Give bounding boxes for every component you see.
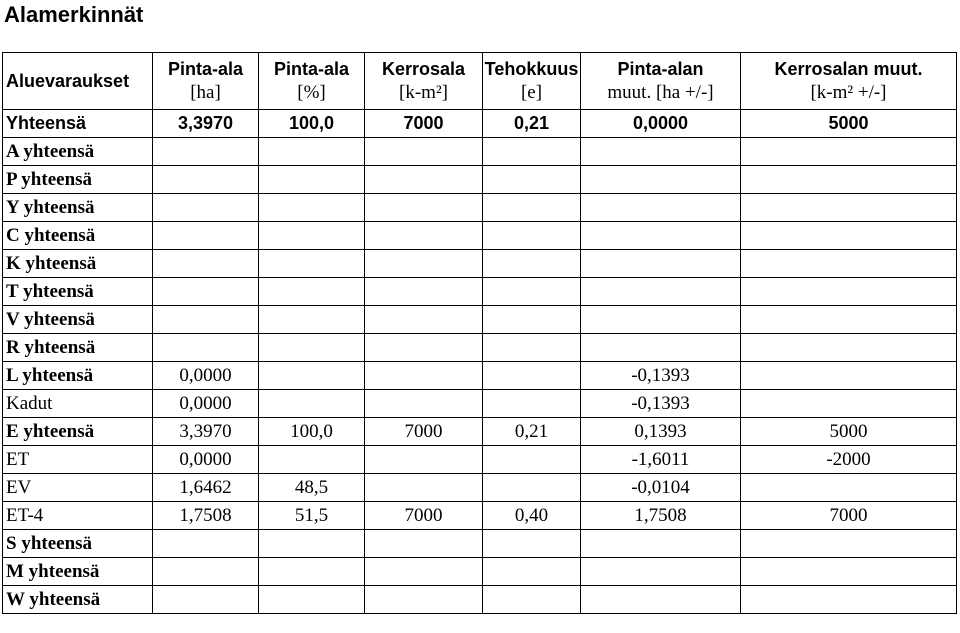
cell-pinta-alan-muutos: [581, 278, 741, 306]
cell-pinta-ala-ha: [153, 586, 259, 614]
cell-pinta-alan-muutos: 0,0000: [581, 110, 741, 138]
cell-row-name: P yhteensä: [3, 166, 153, 194]
cell-pinta-alan-muutos: -0,1393: [581, 362, 741, 390]
cell-row-name: E yhteensä: [3, 418, 153, 446]
column-header-pinta-ala-ha: Pinta-ala [ha]: [153, 53, 259, 110]
cell-kerrosalan-muutos: [741, 306, 957, 334]
table-row: [3, 586, 957, 614]
cell-kerrosala: [365, 362, 483, 390]
cell-row-name: M yhteensä: [3, 558, 153, 586]
cell-pinta-alan-muutos: -0,0104: [581, 474, 741, 502]
cell-kerrosalan-muutos: [741, 530, 957, 558]
cell-pinta-ala-percent: 48,5: [259, 474, 365, 502]
cell-pinta-alan-muutos: [581, 530, 741, 558]
cell-kerrosala: [365, 390, 483, 418]
table-row: [3, 222, 957, 250]
cell-row-name: ET: [3, 446, 153, 474]
cell-pinta-ala-ha: [153, 250, 259, 278]
table-row: [3, 166, 957, 194]
cell-kerrosalan-muutos: [741, 362, 957, 390]
table-row: [3, 390, 957, 418]
cell-pinta-ala-ha: [153, 558, 259, 586]
cell-kerrosala: [365, 194, 483, 222]
table-row: [3, 306, 957, 334]
cell-pinta-ala-percent: [259, 306, 365, 334]
cell-row-name: ET-4: [3, 502, 153, 530]
cell-row-name: Y yhteensä: [3, 194, 153, 222]
cell-pinta-alan-muutos: [581, 586, 741, 614]
cell-pinta-ala-ha: [153, 166, 259, 194]
cell-tehokkuus: [483, 558, 581, 586]
cell-tehokkuus: [483, 250, 581, 278]
cell-pinta-ala-percent: [259, 530, 365, 558]
cell-row-name: T yhteensä: [3, 278, 153, 306]
table-row: [3, 446, 957, 474]
cell-pinta-ala-ha: 3,3970: [153, 110, 259, 138]
cell-kerrosalan-muutos: [741, 166, 957, 194]
cell-kerrosalan-muutos: -2000: [741, 446, 957, 474]
cell-tehokkuus: [483, 138, 581, 166]
column-header-aluevaraukset: Aluevaraukset: [3, 53, 153, 110]
cell-kerrosalan-muutos: [741, 138, 957, 166]
cell-kerrosala: 7000: [365, 418, 483, 446]
column-header-pinta-alan-muutos: Pinta-alan muut. [ha +/-]: [581, 53, 741, 110]
cell-row-name: W yhteensä: [3, 586, 153, 614]
cell-pinta-ala-percent: [259, 138, 365, 166]
table-row: [3, 418, 957, 446]
cell-tehokkuus: [483, 166, 581, 194]
cell-row-name: Yhteensä: [3, 110, 153, 138]
cell-pinta-ala-ha: [153, 334, 259, 362]
cell-kerrosalan-muutos: [741, 250, 957, 278]
cell-pinta-alan-muutos: -1,6011: [581, 446, 741, 474]
cell-kerrosalan-muutos: 5000: [741, 418, 957, 446]
cell-pinta-ala-ha: 3,3970: [153, 418, 259, 446]
table-row: [3, 530, 957, 558]
cell-kerrosala: [365, 446, 483, 474]
cell-pinta-ala-ha: [153, 278, 259, 306]
cell-row-name: EV: [3, 474, 153, 502]
cell-kerrosalan-muutos: 5000: [741, 110, 957, 138]
cell-pinta-ala-percent: [259, 586, 365, 614]
cell-pinta-ala-percent: [259, 278, 365, 306]
cell-kerrosala: [365, 278, 483, 306]
cell-kerrosala: [365, 250, 483, 278]
table-row: [3, 502, 957, 530]
cell-pinta-alan-muutos: [581, 138, 741, 166]
cell-kerrosala: [365, 530, 483, 558]
cell-pinta-alan-muutos: [581, 222, 741, 250]
cell-tehokkuus: 0,40: [483, 502, 581, 530]
table-row: [3, 474, 957, 502]
cell-pinta-alan-muutos: 1,7508: [581, 502, 741, 530]
cell-row-name: L yhteensä: [3, 362, 153, 390]
cell-pinta-ala-ha: [153, 222, 259, 250]
cell-pinta-ala-percent: [259, 222, 365, 250]
cell-pinta-alan-muutos: -0,1393: [581, 390, 741, 418]
cell-kerrosalan-muutos: [741, 222, 957, 250]
cell-tehokkuus: [483, 222, 581, 250]
cell-pinta-ala-percent: [259, 362, 365, 390]
cell-pinta-ala-ha: 1,6462: [153, 474, 259, 502]
cell-kerrosala: [365, 474, 483, 502]
cell-kerrosalan-muutos: 7000: [741, 502, 957, 530]
cell-row-name: V yhteensä: [3, 306, 153, 334]
cell-tehokkuus: [483, 306, 581, 334]
column-header-tehokkuus: Tehokkuus [e]: [483, 53, 581, 110]
cell-row-name: C yhteensä: [3, 222, 153, 250]
cell-kerrosala: 7000: [365, 110, 483, 138]
cell-row-name: Kadut: [3, 390, 153, 418]
cell-kerrosalan-muutos: [741, 194, 957, 222]
cell-pinta-ala-percent: [259, 558, 365, 586]
cell-tehokkuus: [483, 334, 581, 362]
cell-tehokkuus: [483, 278, 581, 306]
cell-pinta-ala-ha: [153, 138, 259, 166]
cell-row-name: K yhteensä: [3, 250, 153, 278]
cell-tehokkuus: [483, 474, 581, 502]
cell-pinta-ala-percent: 100,0: [259, 418, 365, 446]
cell-pinta-ala-percent: 51,5: [259, 502, 365, 530]
table-header-row: [3, 53, 957, 110]
cell-kerrosalan-muutos: [741, 586, 957, 614]
cell-kerrosala: [365, 222, 483, 250]
cell-row-name: A yhteensä: [3, 138, 153, 166]
page-title: Alamerkinnät: [4, 2, 144, 27]
cell-pinta-alan-muutos: 0,1393: [581, 418, 741, 446]
cell-pinta-alan-muutos: [581, 194, 741, 222]
cell-pinta-alan-muutos: [581, 558, 741, 586]
cell-pinta-ala-ha: 0,0000: [153, 390, 259, 418]
cell-row-name: R yhteensä: [3, 334, 153, 362]
cell-pinta-ala-percent: [259, 334, 365, 362]
cell-pinta-alan-muutos: [581, 334, 741, 362]
cell-pinta-ala-percent: [259, 390, 365, 418]
cell-pinta-ala-ha: 0,0000: [153, 446, 259, 474]
cell-kerrosalan-muutos: [741, 278, 957, 306]
cell-tehokkuus: [483, 530, 581, 558]
cell-pinta-ala-percent: [259, 194, 365, 222]
column-header-kerrosala: Kerrosala [k-m²]: [365, 53, 483, 110]
cell-tehokkuus: 0,21: [483, 418, 581, 446]
cell-kerrosalan-muutos: [741, 558, 957, 586]
table-row: [3, 194, 957, 222]
cell-tehokkuus: [483, 446, 581, 474]
cell-tehokkuus: [483, 586, 581, 614]
cell-pinta-ala-percent: [259, 446, 365, 474]
cell-pinta-alan-muutos: [581, 306, 741, 334]
cell-kerrosalan-muutos: [741, 334, 957, 362]
cell-pinta-ala-ha: [153, 530, 259, 558]
land-use-table: [2, 52, 957, 614]
cell-kerrosalan-muutos: [741, 390, 957, 418]
cell-kerrosala: [365, 558, 483, 586]
cell-pinta-ala-percent: [259, 250, 365, 278]
cell-tehokkuus: [483, 194, 581, 222]
cell-kerrosala: 7000: [365, 502, 483, 530]
cell-pinta-ala-percent: 100,0: [259, 110, 365, 138]
column-header-kerrosalan-muutos: Kerrosalan muut. [k-m² +/-]: [741, 53, 957, 110]
cell-pinta-ala-ha: [153, 194, 259, 222]
table-row: [3, 334, 957, 362]
table-row: [3, 558, 957, 586]
cell-kerrosalan-muutos: [741, 474, 957, 502]
cell-pinta-alan-muutos: [581, 250, 741, 278]
column-header-pinta-ala-percent: Pinta-ala [%]: [259, 53, 365, 110]
cell-row-name: S yhteensä: [3, 530, 153, 558]
cell-kerrosala: [365, 306, 483, 334]
cell-pinta-ala-ha: 1,7508: [153, 502, 259, 530]
cell-pinta-ala-ha: 0,0000: [153, 362, 259, 390]
cell-kerrosala: [365, 334, 483, 362]
table-row: [3, 138, 957, 166]
table-row: [3, 110, 957, 138]
cell-pinta-ala-percent: [259, 166, 365, 194]
cell-tehokkuus: 0,21: [483, 110, 581, 138]
table-row: [3, 250, 957, 278]
cell-tehokkuus: [483, 390, 581, 418]
cell-kerrosala: [365, 138, 483, 166]
cell-kerrosala: [365, 586, 483, 614]
table-row: [3, 362, 957, 390]
table-row: [3, 278, 957, 306]
cell-pinta-alan-muutos: [581, 166, 741, 194]
cell-tehokkuus: [483, 362, 581, 390]
cell-kerrosala: [365, 166, 483, 194]
cell-pinta-ala-ha: [153, 306, 259, 334]
